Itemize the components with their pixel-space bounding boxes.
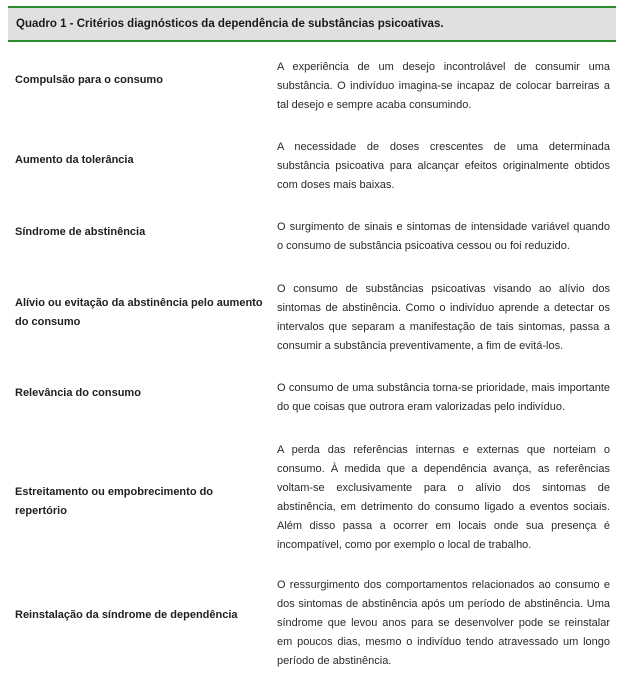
criterion-description: A experiência de um desejo incontrolável de consumir uma substância. O indivíduo imagina-se incapaz de colocar barreiras a tal desejo e sempre acaba consumindo. (277, 61, 610, 111)
criterion-term: Reinstalação da síndrome de dependência (15, 609, 238, 621)
criterion-description: O consumo de substâncias psicoativas visando ao alívio dos sintomas de abstinência. Como o indivíduo aprende a detectar os intervalos que separam a manifestação de tais sintomas, passa a consumir a substância preventivamente, a fim de evitá-los. (277, 283, 610, 352)
criterion-term: Estreitamento ou empobrecimento do repertório (15, 486, 214, 517)
criterion-term: Relevância do consumo (15, 387, 141, 399)
criterion-description: O ressurgimento dos comportamentos relacionados ao consumo e dos sintomas de abstinência após um período de abstinência. Uma síndrome que levou anos para se desenvolver pode se reinstalar em poucos dias, mesmo o indivíduo tendo atravessado um longo período de abstinência. (277, 579, 610, 667)
criterion-description: O surgimento de sinais e sintomas de intensidade variável quando o consumo de substância psicoativa cessou ou foi reduzido. (277, 221, 610, 252)
table-header (8, 6, 616, 42)
criterion-term: Alívio ou evitação da abstinência pelo aumento do consumo (15, 297, 263, 328)
criterion-term: Síndrome de abstinência (15, 226, 146, 238)
criterion-description: A necessidade de doses crescentes de uma determinada substância psicoativa para alcançar efeitos originalmente obtidos com doses mais baixas. (277, 141, 610, 191)
criterion-description: O consumo de uma substância torna-se prioridade, mais importante do que coisas que outrora eram valorizadas pelo indivíduo. (277, 382, 610, 413)
criterion-term: Compulsão para o consumo (15, 74, 163, 86)
criterion-term: Aumento da tolerância (15, 154, 134, 166)
criterion-description: A perda das referências internas e externas que norteiam o consumo. À medida que a dependência avança, as referências voltam-se exclusivamente para o alívio dos sintomas de abstinência, em detrimento do consumo ligado a eventos sociais. Além disso passa a ocorrer em locais onde sua presença é incompatível, como por exemplo o local de trabalho. (277, 444, 610, 551)
table-title: Quadro 1 - Critérios diagnósticos da dependência de substâncias psicoativas. (16, 18, 444, 30)
